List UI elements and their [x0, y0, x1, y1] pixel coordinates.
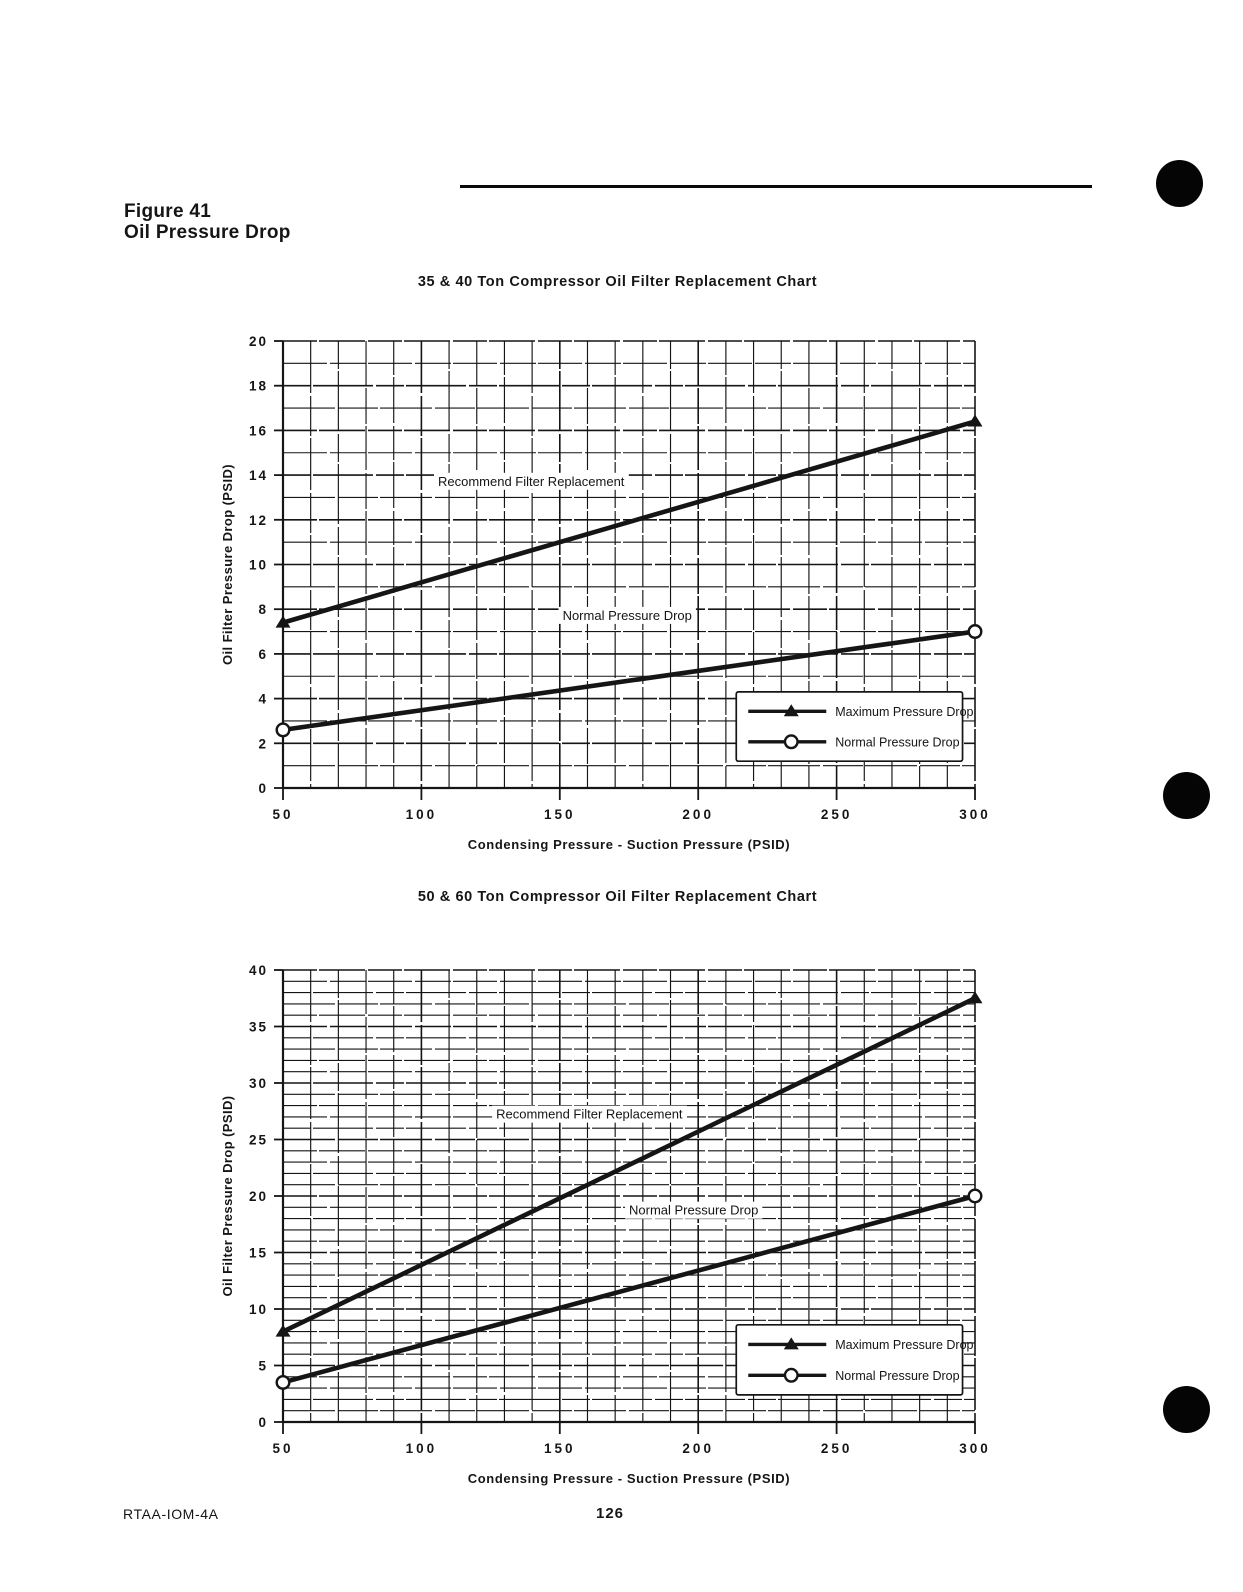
y-tick-label: 10 [248, 1302, 268, 1317]
x-tick-label: 250 [820, 807, 853, 822]
y-tick-label: 14 [248, 468, 268, 484]
y-tick-label: 5 [258, 1358, 268, 1374]
y-tick-label: 30 [248, 1076, 268, 1091]
chart-annotation: Recommend Filter Replacement [438, 473, 625, 489]
y-tick-label: 20 [248, 1189, 268, 1204]
y-axis-title: Oil Filter Pressure Drop (PSID) [220, 464, 235, 665]
chart-title-35-40-ton: 35 & 40 Ton Compressor Oil Filter Replacement Chart [417, 274, 818, 290]
registration-dot-middle [1163, 772, 1210, 819]
x-tick-label: 200 [682, 1441, 714, 1456]
legend-label: Maximum Pressure Drop [835, 704, 974, 719]
legend-box [736, 1325, 962, 1395]
circle-marker [785, 1369, 798, 1382]
x-tick-label: 150 [544, 1441, 576, 1456]
y-tick-label: 6 [258, 646, 268, 662]
chart-50-60-ton [200, 943, 1015, 1495]
triangle-marker [968, 414, 983, 426]
header-rule [460, 185, 1092, 188]
chart-annotation: Recommend Filter Replacement [496, 1106, 683, 1122]
y-tick-label: 35 [248, 1019, 268, 1035]
y-tick-label: 0 [258, 1415, 268, 1430]
chart-annotation: Normal Pressure Drop [562, 607, 692, 623]
x-axis-title: Condensing Pressure - Suction Pressure (PSID) [467, 1471, 791, 1486]
series-line [283, 421, 975, 622]
chart-annotation: Normal Pressure Drop [629, 1202, 759, 1218]
x-tick-label: 200 [682, 807, 714, 822]
legend-label: Normal Pressure Drop [835, 735, 960, 750]
chart-35-40-ton [200, 328, 1015, 865]
y-tick-label: 18 [248, 378, 268, 394]
y-axis-title: Oil Filter Pressure Drop (PSID) [220, 1095, 235, 1297]
x-tick-label: 100 [405, 1441, 438, 1456]
x-tick-label: 250 [820, 1441, 853, 1456]
x-tick-label: 150 [544, 807, 576, 822]
legend-label: Normal Pressure Drop [835, 1368, 960, 1383]
legend-box [736, 692, 962, 761]
x-tick-label: 50 [272, 1441, 294, 1456]
y-tick-label: 12 [248, 512, 268, 528]
circle-marker [969, 1190, 982, 1203]
y-tick-label: 40 [248, 963, 268, 978]
series-line [283, 998, 975, 1331]
circle-marker [277, 1376, 290, 1389]
circle-marker [969, 625, 982, 638]
x-tick-label: 300 [959, 1441, 991, 1456]
figure-title: Oil Pressure Drop [124, 222, 291, 243]
chart-title-50-60-ton: 50 & 60 Ton Compressor Oil Filter Replacement Chart [417, 889, 818, 905]
y-tick-label: 4 [258, 691, 268, 707]
x-tick-label: 50 [272, 807, 294, 822]
chart-canvas [200, 943, 1015, 1490]
y-tick-label: 2 [258, 736, 268, 752]
circle-marker [277, 724, 290, 737]
y-tick-label: 25 [248, 1132, 268, 1148]
y-tick-label: 0 [258, 781, 268, 796]
y-tick-label: 16 [248, 423, 268, 439]
footer-doc-code: RTAA-IOM-4A [123, 1506, 219, 1522]
x-tick-label: 300 [959, 807, 991, 822]
y-tick-label: 10 [248, 557, 268, 573]
chart-canvas [200, 328, 1015, 860]
x-tick-label: 100 [405, 807, 438, 822]
legend-label: Maximum Pressure Drop [835, 1337, 974, 1352]
y-tick-label: 15 [248, 1245, 268, 1261]
x-axis-title: Condensing Pressure - Suction Pressure (PSID) [467, 837, 791, 852]
registration-dot-top [1156, 160, 1203, 207]
figure-label: Figure 41 [124, 201, 212, 222]
y-tick-label: 20 [248, 334, 268, 349]
page-number: 126 [596, 1505, 625, 1522]
circle-marker [785, 735, 798, 748]
registration-dot-bottom [1163, 1386, 1210, 1433]
y-tick-label: 8 [258, 602, 268, 618]
